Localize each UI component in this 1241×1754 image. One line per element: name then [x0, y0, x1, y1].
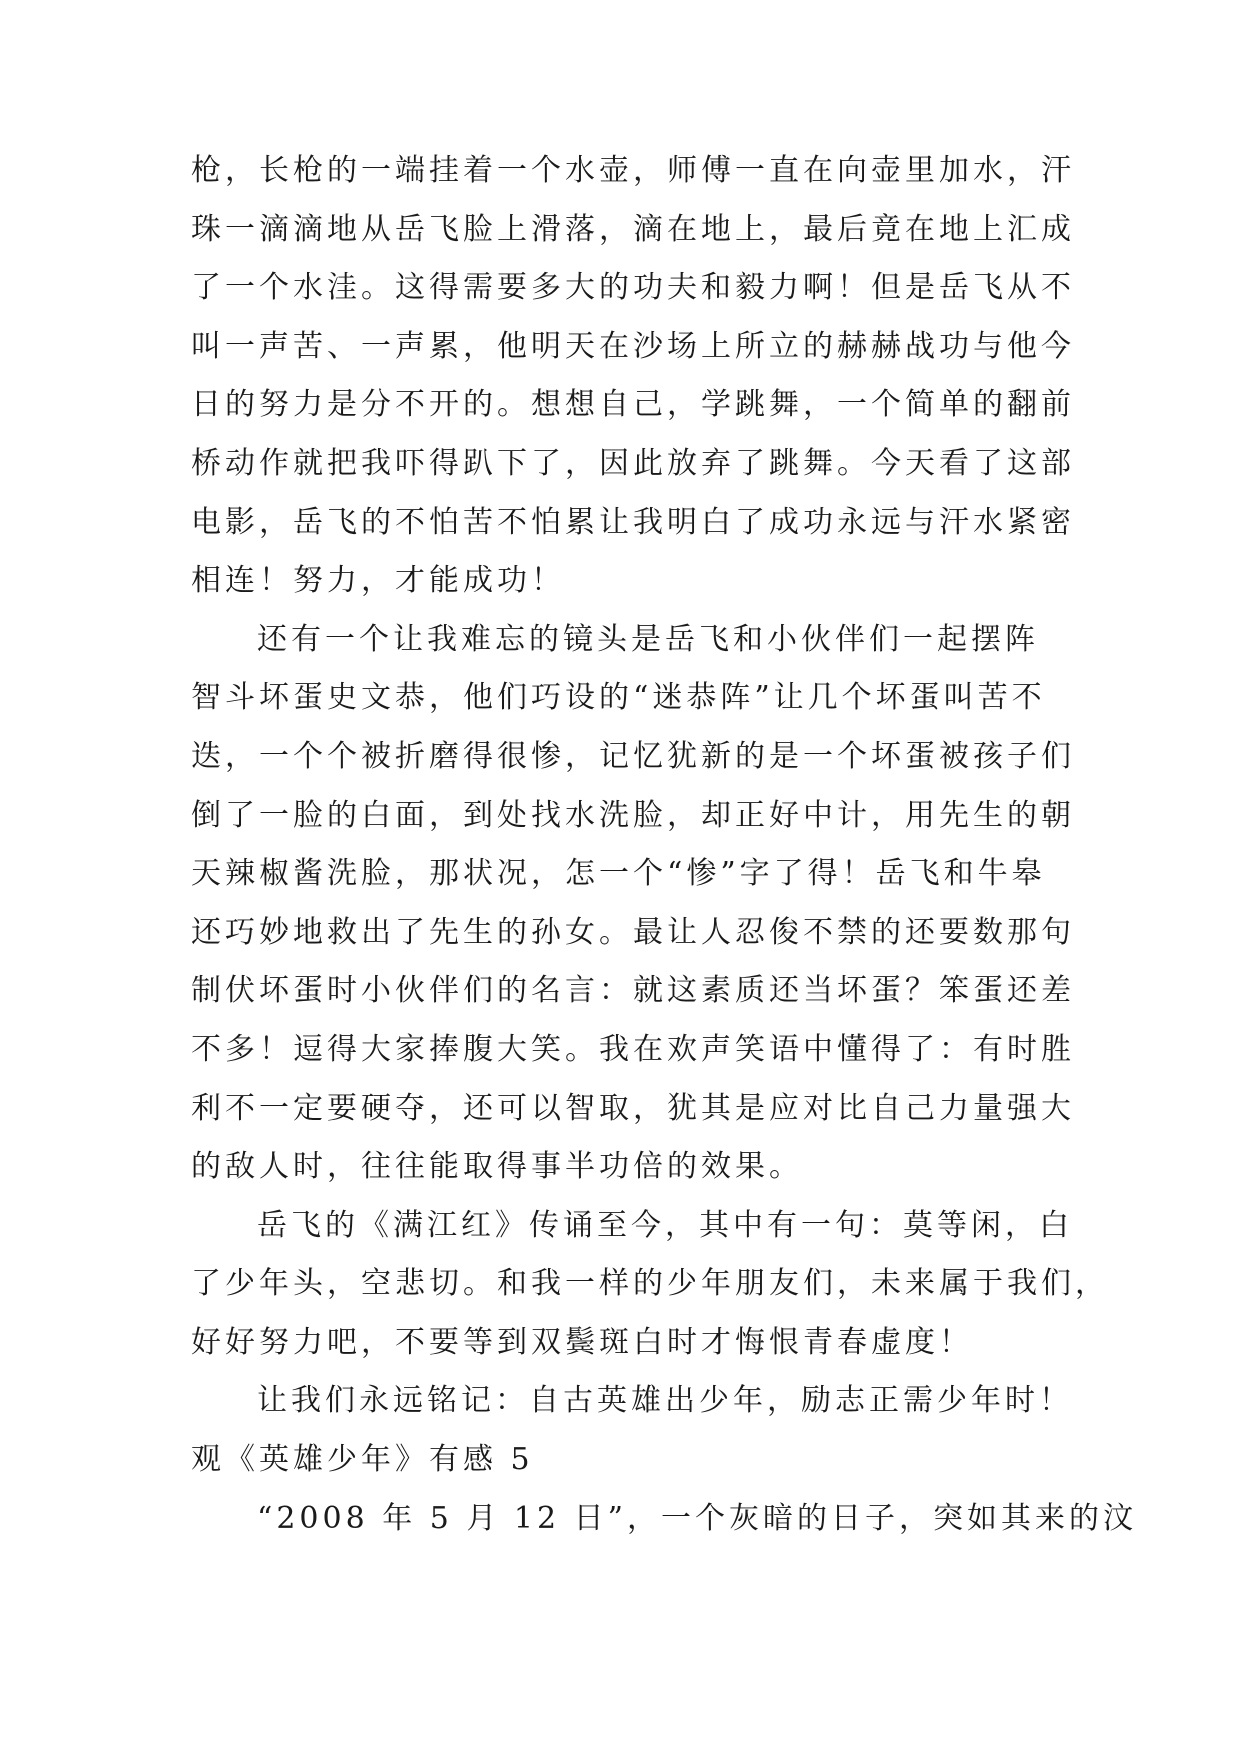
text-line: 观《英雄少年》有感 5 — [191, 1442, 534, 1478]
text-line: 制伏坏蛋时小伙伴们的名言：就这素质还当坏蛋？笨蛋还差 — [191, 973, 1075, 1009]
text-line: 叫一声苦、一声累，他明天在沙场上所立的赫赫战功与他今 — [191, 328, 1075, 364]
text-line: 珠一滴滴地从岳飞脸上滑落，滴在地上，最后竟在地上汇成 — [191, 211, 1075, 247]
text-line: 倒了一脸的白面，到处找水洗脸，却正好中计，用先生的朝 — [191, 797, 1075, 833]
document-body — [191, 142, 1137, 1548]
text-line: 利不一定要硬夺，还可以智取，犹其是应对比自己力量强大 — [191, 1090, 1075, 1126]
text-line: 迭，一个个被折磨得很惨，记忆犹新的是一个坏蛋被孩子们 — [191, 738, 1075, 774]
text-line: 枪，长枪的一端挂着一个水壶，师傅一直在向壶里加水，汗 — [191, 153, 1075, 188]
text-line: “2008 年 5 月 12 日”，一个灰暗的日子，突如其来的汶 — [257, 1500, 1137, 1536]
text-line: 了少年头，空悲切。和我一样的少年朋友们，未来属于我们， — [191, 1266, 1109, 1302]
text-line: 相连！努力，才能成功！ — [191, 563, 565, 599]
text-line: 好好努力吧，不要等到双鬓斑白时才悔恨青春虚度！ — [191, 1324, 973, 1360]
text-line: 天辣椒酱洗脸，那状况，怎一个“惨”字了得！岳飞和牛皋 — [191, 856, 1046, 892]
text-line: 还巧妙地救出了先生的孙女。最让人忍俊不禁的还要数那句 — [191, 914, 1075, 950]
text-line: 电影，岳飞的不怕苦不怕累让我明白了成功永远与汗水紧密 — [191, 504, 1075, 540]
text-line: 让我们永远铭记：自古英雄出少年，励志正需少年时！ — [257, 1383, 1073, 1419]
text-line: 岳飞的《满江红》传诵至今，其中有一句：莫等闲，白 — [257, 1207, 1073, 1243]
text-line: 的敌人时，往往能取得事半功倍的效果。 — [191, 1149, 803, 1185]
text-line: 还有一个让我难忘的镜头是岳飞和小伙伴们一起摆阵 — [257, 621, 1039, 657]
text-line: 了一个水洼。这得需要多大的功夫和毅力啊！但是岳飞从不 — [191, 270, 1075, 306]
text-line: 智斗坏蛋史文恭，他们巧设的“迷恭阵”让几个坏蛋叫苦不 — [191, 680, 1046, 716]
text-line: 桥动作就把我吓得趴下了，因此放弃了跳舞。今天看了这部 — [191, 445, 1075, 481]
text-line: 日的努力是分不开的。想想自己，学跳舞，一个简单的翻前 — [191, 387, 1075, 423]
text-line: 不多！逗得大家捧腹大笑。我在欢声笑语中懂得了：有时胜 — [191, 1031, 1075, 1067]
